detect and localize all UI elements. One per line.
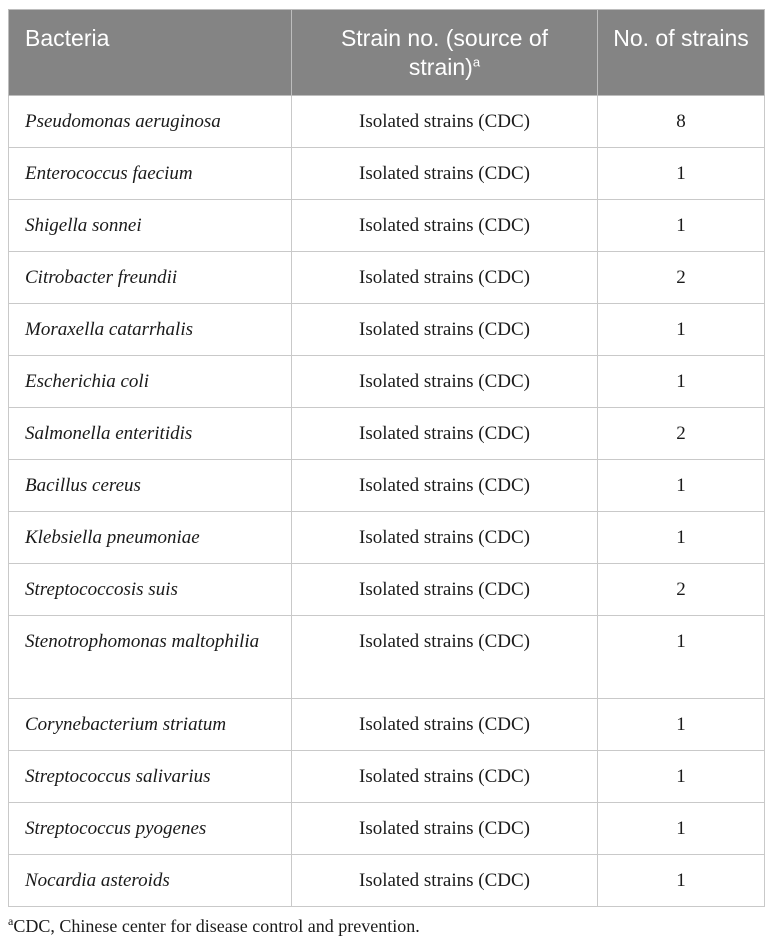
- header-bacteria: [9, 10, 292, 96]
- count-cell: 1: [598, 616, 765, 699]
- bacteria-cell: Corynebacterium striatum: [9, 699, 292, 751]
- count-cell: 1: [598, 512, 765, 564]
- count-cell: 1: [598, 148, 765, 200]
- source-cell: Isolated strains (CDC): [292, 304, 598, 356]
- bacteria-cell: Shigella sonnei: [9, 200, 292, 252]
- footnote-text: CDC, Chinese center for disease control and prevention.: [13, 916, 420, 936]
- bacteria-cell: Pseudomonas aeruginosa: [9, 96, 292, 148]
- count-cell: 2: [598, 564, 765, 616]
- header-bacteria-label: Bacteria: [25, 25, 110, 51]
- table-row: [9, 408, 765, 460]
- count-cell: 1: [598, 699, 765, 751]
- count-cell: 2: [598, 252, 765, 304]
- table-row: [9, 751, 765, 803]
- bacteria-cell: Streptococcus pyogenes: [9, 803, 292, 855]
- table-body: [9, 96, 765, 907]
- bacteria-cell: Citrobacter freundii: [9, 252, 292, 304]
- count-cell: 1: [598, 356, 765, 408]
- bacteria-cell: Moraxella catarrhalis: [9, 304, 292, 356]
- source-cell: Isolated strains (CDC): [292, 408, 598, 460]
- header-row: [9, 10, 765, 96]
- header-footnote-marker: a: [472, 54, 481, 70]
- source-cell: Isolated strains (CDC): [292, 751, 598, 803]
- bacteria-cell: Streptococcus salivarius: [9, 751, 292, 803]
- bacteria-cell: Bacillus cereus: [9, 460, 292, 512]
- source-cell: Isolated strains (CDC): [292, 855, 598, 907]
- table-row: [9, 200, 765, 252]
- table-row: [9, 564, 765, 616]
- table-footnote: [8, 914, 420, 938]
- table-row: [9, 356, 765, 408]
- bacteria-cell: Nocardia asteroids: [9, 855, 292, 907]
- table-row: [9, 616, 765, 699]
- header-strain-source: [292, 10, 598, 96]
- table-header: [9, 10, 765, 96]
- count-cell: 1: [598, 460, 765, 512]
- header-strain-count: [598, 10, 765, 96]
- bacteria-cell: Salmonella enteritidis: [9, 408, 292, 460]
- bacteria-cell: Streptococcosis suis: [9, 564, 292, 616]
- count-cell: 1: [598, 751, 765, 803]
- bacteria-cell: Enterococcus faecium: [9, 148, 292, 200]
- source-cell: Isolated strains (CDC): [292, 699, 598, 751]
- source-cell: Isolated strains (CDC): [292, 252, 598, 304]
- source-cell: Isolated strains (CDC): [292, 356, 598, 408]
- table-row: [9, 803, 765, 855]
- table-row: [9, 512, 765, 564]
- count-cell: 1: [598, 803, 765, 855]
- table-row: [9, 252, 765, 304]
- table-row: [9, 96, 765, 148]
- header-strain-count-label: No. of strains: [613, 25, 749, 51]
- bacteria-strains-table: [8, 9, 765, 907]
- bacteria-table-container: [8, 9, 764, 907]
- footnote-marker: a: [8, 914, 14, 928]
- source-cell: Isolated strains (CDC): [292, 148, 598, 200]
- table-row: [9, 855, 765, 907]
- source-cell: Isolated strains (CDC): [292, 564, 598, 616]
- table-row: [9, 304, 765, 356]
- source-cell: Isolated strains (CDC): [292, 803, 598, 855]
- bacteria-cell: Klebsiella pneumoniae: [9, 512, 292, 564]
- source-cell: Isolated strains (CDC): [292, 460, 598, 512]
- bacteria-cell: Stenotrophomonas maltophilia: [9, 616, 292, 699]
- header-strain-source-label: Strain no. (source of strain): [340, 25, 549, 80]
- count-cell: 2: [598, 408, 765, 460]
- table-row: [9, 699, 765, 751]
- source-cell: Isolated strains (CDC): [292, 616, 598, 699]
- table-row: [9, 148, 765, 200]
- source-cell: Isolated strains (CDC): [292, 512, 598, 564]
- source-cell: Isolated strains (CDC): [292, 200, 598, 252]
- source-cell: Isolated strains (CDC): [292, 96, 598, 148]
- bacteria-cell: Escherichia coli: [9, 356, 292, 408]
- count-cell: 1: [598, 855, 765, 907]
- table-row: [9, 460, 765, 512]
- count-cell: 1: [598, 200, 765, 252]
- count-cell: 8: [598, 96, 765, 148]
- count-cell: 1: [598, 304, 765, 356]
